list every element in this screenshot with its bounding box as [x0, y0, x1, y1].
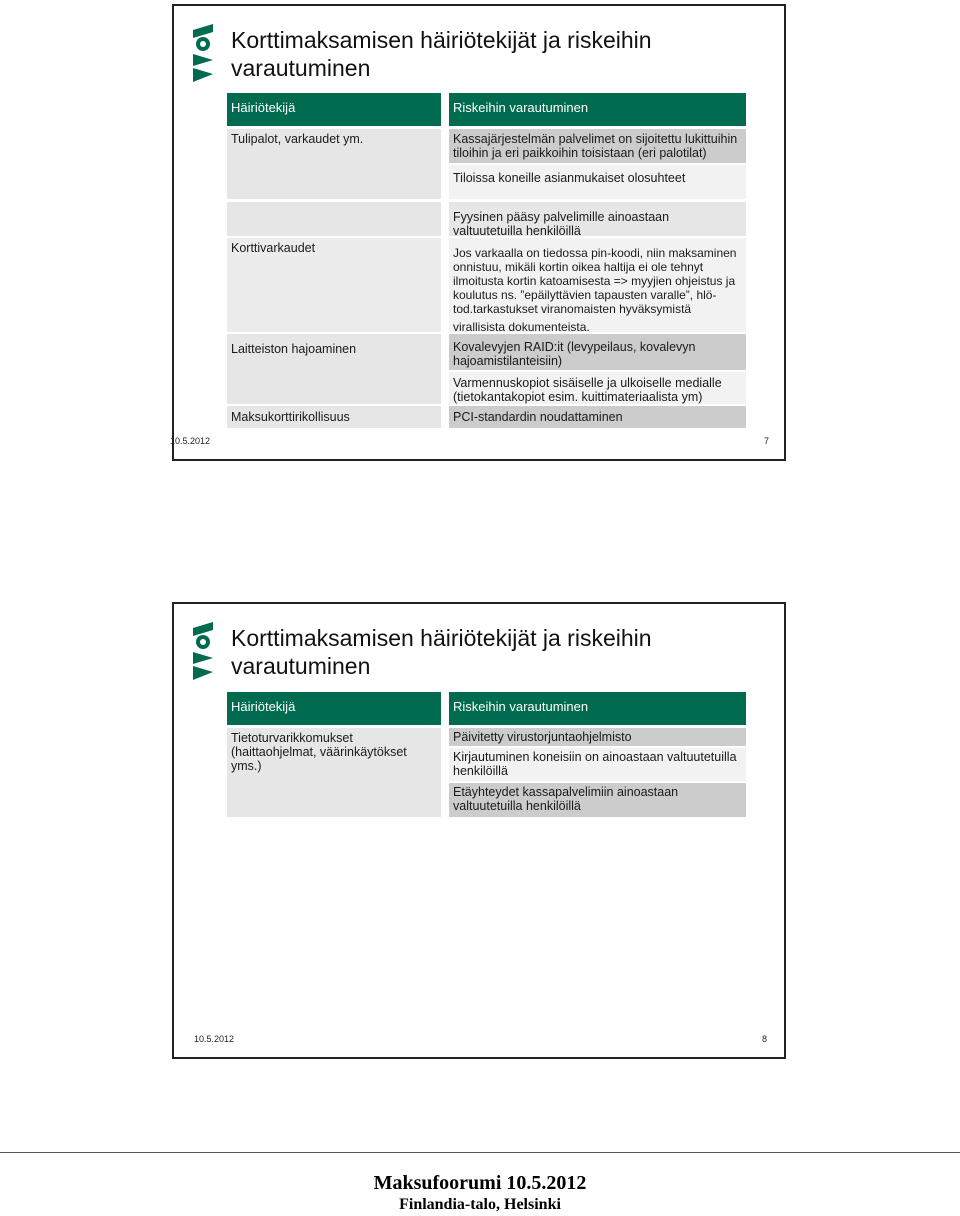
slide-title: Korttimaksamisen häiriötekijät ja riskeihin varautuminen — [231, 27, 652, 81]
cell-r6: Varmennuskopiot sisäiselle ja ulkoiselle medialle (tietokantakopiot esim. kuittimateriaalista ym) — [449, 372, 746, 404]
cell-r3: Etäyhteydet kassapalvelimiin ainoastaan valtuutetuilla henkilöillä — [449, 783, 746, 817]
cell-r4-text: Jos varkaalla on tiedossa pin-koodi, niin maksaminen onnistuu, mikäli kortin oikea haltija ei ole tehnyt ilmoitusta kortin katoamisesta => myyjien ohjeistus ja koulutus ns. ”epäilyttävien tapausten varalle”, hlö-tod.tarkastukset viranomaisten hyväksymistä — [453, 246, 737, 316]
cell-r2: Kirjautuminen koneisiin on ainoastaan valtuutetuilla henkilöillä — [449, 748, 746, 781]
header-disruption: Häiriötekijä — [227, 93, 441, 126]
cell-tulipalot: Tulipalot, varkaudet ym. — [227, 129, 441, 199]
footer-date: 10.5.2012 — [194, 1034, 235, 1044]
logo-icon — [193, 24, 213, 84]
header-preparedness: Riskeihin varautuminen — [449, 692, 746, 725]
cell-tietoturva: Tietoturvarikkomukset (haittaohjelmat, väärinkäytökset yms.) — [227, 728, 441, 817]
event-venue: Finlandia-talo, Helsinki — [399, 1196, 561, 1213]
cell-r4-text-end: virallisista dokumenteista. — [453, 320, 590, 334]
cell-maksukortti: Maksukorttirikollisuus — [227, 406, 441, 428]
page-number: 7 — [764, 436, 770, 446]
slide-8 — [172, 602, 786, 1059]
footer-date: 10.5.2012 — [170, 436, 211, 446]
logo-icon — [193, 622, 213, 682]
cell-spacer — [227, 202, 441, 236]
slide-7 — [172, 4, 786, 461]
cell-r1: Päivitetty virustorjuntaohjelmisto — [449, 728, 746, 746]
header-preparedness: Riskeihin varautuminen — [449, 93, 746, 126]
cell-r4 — [449, 238, 746, 332]
event-title: Maksufoorumi 10.5.2012 — [373, 1172, 587, 1194]
table-header — [227, 692, 746, 725]
cell-r2: Tiloissa koneille asianmukaiset olosuhteet — [449, 165, 746, 199]
slide-title: Korttimaksamisen häiriötekijät ja riskeihin varautuminen — [231, 625, 652, 679]
cell-laitteiston: Laitteiston hajoaminen — [227, 334, 441, 404]
footer-divider — [0, 1152, 960, 1153]
page-number: 8 — [762, 1034, 768, 1044]
cell-korttivarkaudet: Korttivarkaudet — [227, 238, 441, 332]
header-disruption: Häiriötekijä — [227, 692, 441, 725]
table-header — [227, 93, 746, 126]
cell-r3: Fyysinen pääsy palvelimille ainoastaan valtuutetuilla henkilöillä — [449, 202, 746, 236]
cell-r1: Kassajärjestelmän palvelimet on sijoitettu lukittuihin tiloihin ja eri paikkoihin toisistaan (eri palotilat) — [449, 129, 746, 163]
cell-r5: Kovalevyjen RAID:it (levypeilaus, kovalevyn hajoamistilanteisiin) — [449, 334, 746, 370]
cell-r7: PCI-standardin noudattaminen — [449, 406, 746, 428]
